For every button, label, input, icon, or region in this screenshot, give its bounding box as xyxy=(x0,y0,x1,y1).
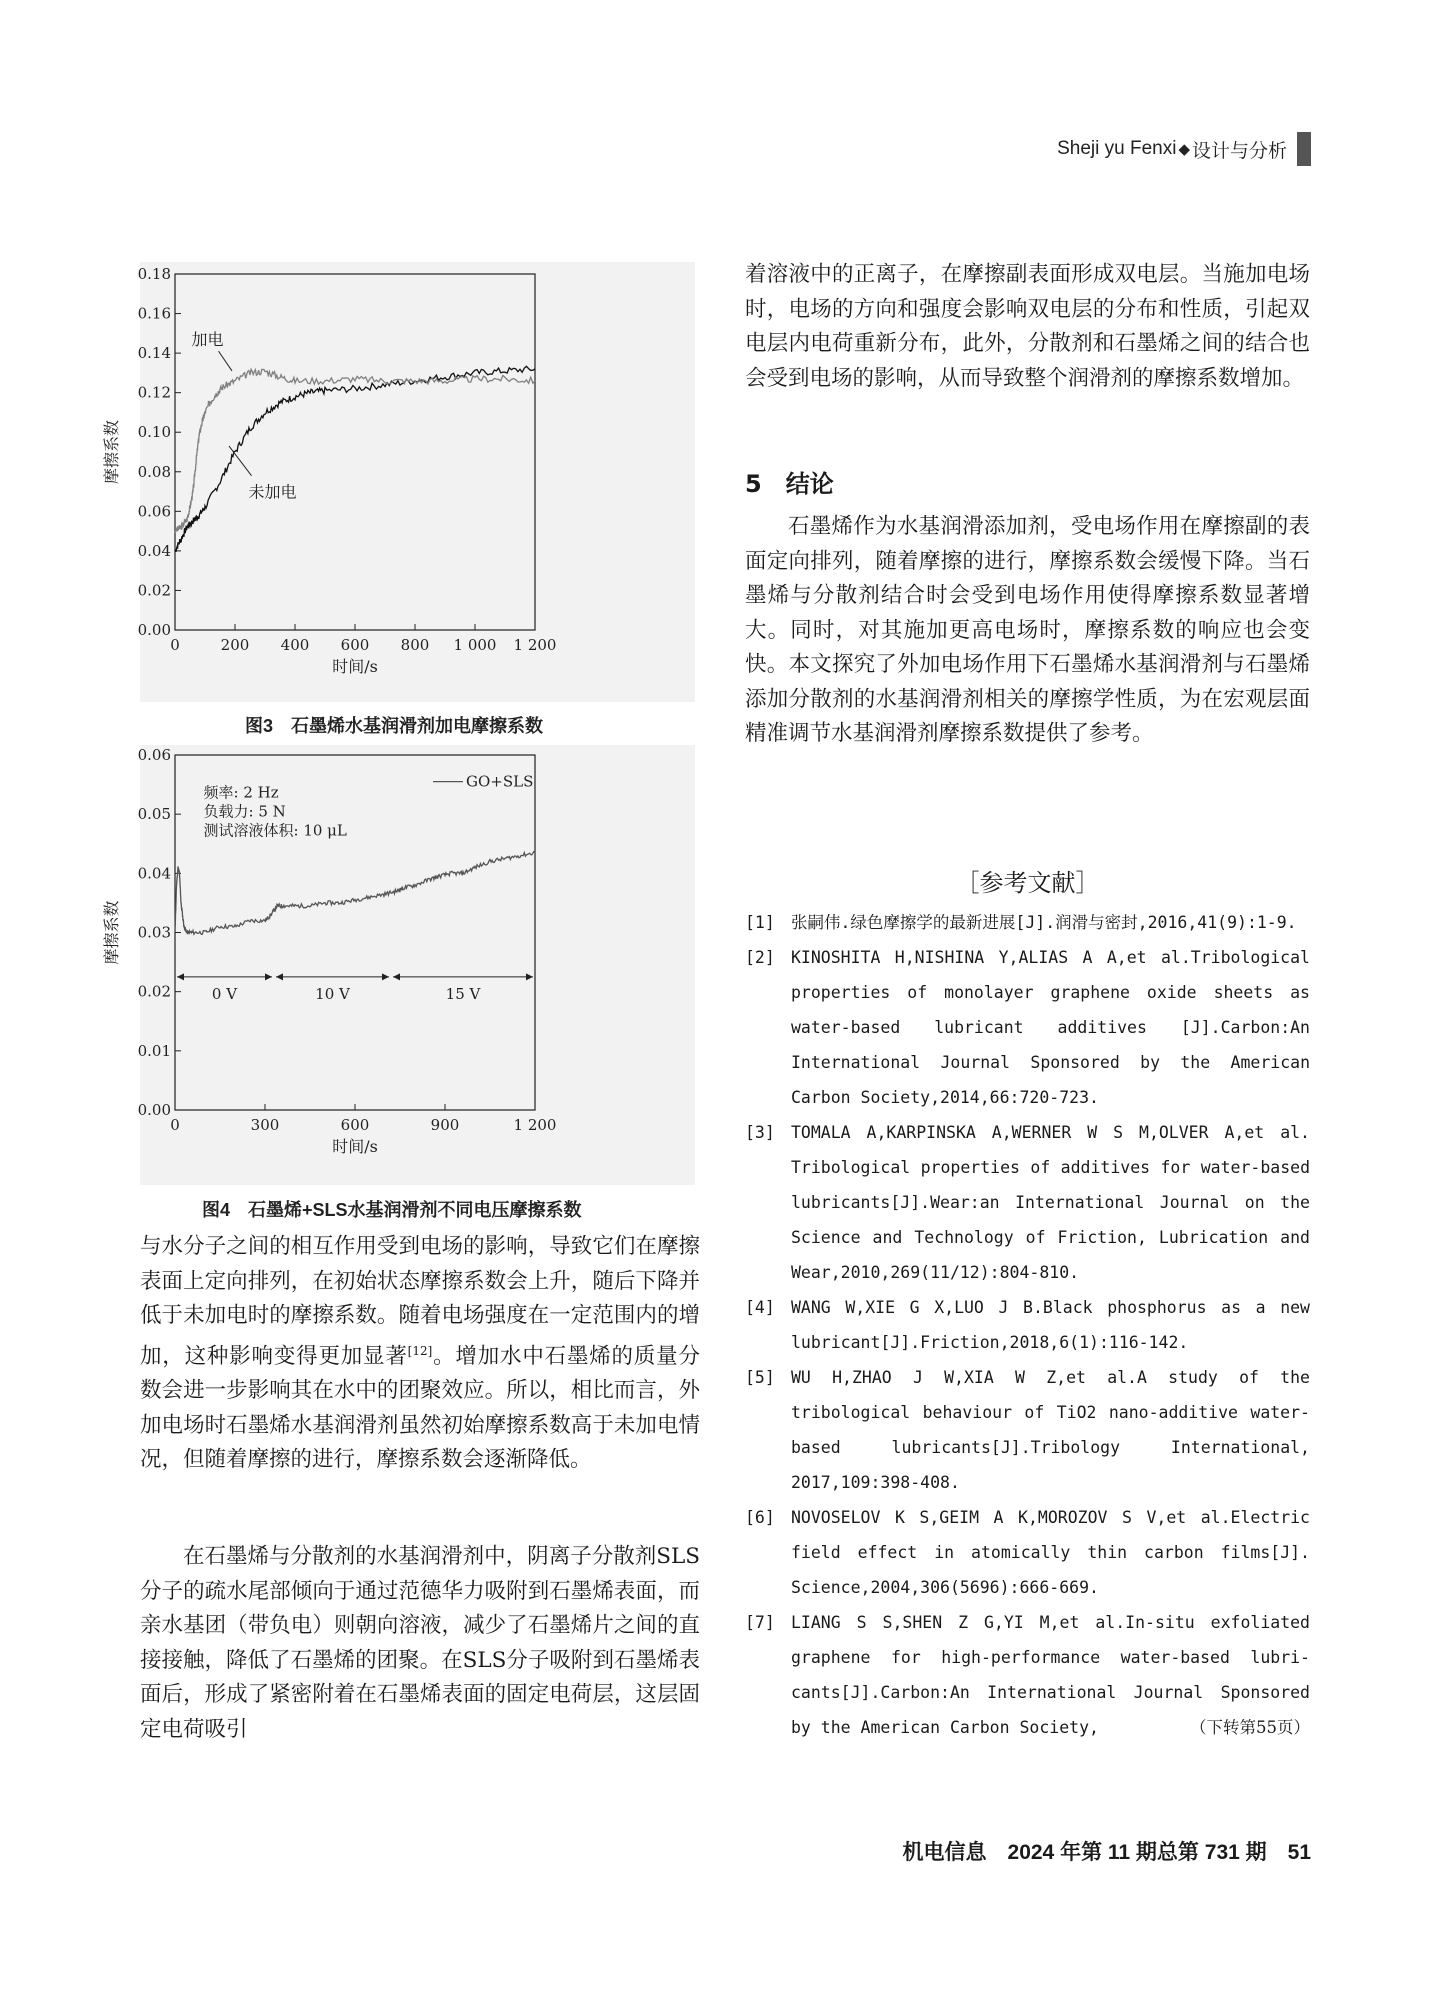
series-powered-label: 加电 xyxy=(191,330,224,350)
header-bar xyxy=(1297,132,1311,166)
x-tick-label: 1 000 xyxy=(453,636,497,654)
arrow-right-icon xyxy=(382,973,389,980)
reference-number: [4] xyxy=(745,1298,775,1317)
figure-3-caption: 图3 石墨烯水基润滑剂加电摩擦系数 xyxy=(245,716,544,736)
y-axis-label: 摩擦系数 xyxy=(102,419,121,485)
y-tick-label: 0.18 xyxy=(137,265,171,283)
citation: [12] xyxy=(407,1343,433,1358)
test-parameter: 测试溶液体积: 10 μL xyxy=(203,821,347,840)
test-parameter: 频率: 2 Hz xyxy=(203,783,279,802)
y-tick-label: 0.01 xyxy=(137,1041,171,1060)
series-powered-line xyxy=(175,369,535,533)
x-tick-label: 1 200 xyxy=(513,1116,557,1134)
legend-label: GO+SLS xyxy=(466,772,534,791)
x-tick-label: 0 xyxy=(170,1116,180,1134)
y-tick-label: 0.16 xyxy=(137,304,171,323)
y-tick-label: 0.14 xyxy=(137,344,171,363)
x-axis-label: 时间/s xyxy=(332,1137,378,1156)
right-paragraph-2: 石墨烯作为水基润滑添加剂，受电场作用在摩擦副的表面定向排列，随着摩擦的进行，摩擦系数会缓慢下降。当石墨烯与分散剂结合时会受到电场作用使得摩擦系数显著增大。同时，对其施加更高电场时，摩擦系数的响应也会变快。本文探究了外加电场作用下石墨烯水基润滑剂与石墨烯添加分散剂的水基润滑剂相关的摩擦学性质，为在宏观层面精准调节水基润滑剂摩擦系数提供了参考。 xyxy=(745,514,1310,746)
y-tick-label: 0.06 xyxy=(137,502,171,521)
y-tick-label: 0.12 xyxy=(137,383,171,402)
figure-3 xyxy=(102,262,695,702)
arrow-right-icon xyxy=(265,973,272,980)
y-tick-label: 0.05 xyxy=(137,805,171,824)
reference-number: [7] xyxy=(745,1613,775,1632)
y-tick-label: 0.00 xyxy=(137,621,171,639)
y-tick-label: 0.02 xyxy=(137,982,171,1001)
reference-text: TOMALA A,KARPINSKA A,WERNER W S M,OLVER A,et al. Tribological properties of additives for water-based lubricants[J].Wear:an International Journal on the Science and Technology of Friction, Lubrication and Wear,2010,269(11/12):804-810. xyxy=(791,1123,1310,1282)
y-axis-label: 摩擦系数 xyxy=(102,900,121,965)
reference-item xyxy=(745,1500,1310,1605)
figure-4-caption: 图4 石墨烯+SLS水基润滑剂不同电压摩擦系数 xyxy=(202,1200,582,1220)
voltage-label: 0 V xyxy=(211,984,238,1003)
figure-4 xyxy=(102,745,695,1185)
reference-text: NOVOSELOV K S,GEIM A K,MOROZOV S V,et al.Electric field effect in atomically thin carbon films[J]. Science,2004,306(5696):666-669. xyxy=(791,1508,1310,1597)
y-tick-label: 0.03 xyxy=(137,923,171,942)
x-axis-label: 时间/s xyxy=(332,657,378,676)
arrow-left-icon xyxy=(276,973,283,980)
series-powered-pointer xyxy=(219,351,233,371)
x-tick-label: 900 xyxy=(430,1116,460,1134)
y-tick-label: 0.02 xyxy=(137,581,171,600)
test-parameter: 负载力: 5 N xyxy=(203,802,286,821)
reference-text: 张嗣伟.绿色摩擦学的最新进展[J].润滑与密封,2016,41(9):1-9. xyxy=(791,913,1297,932)
series-unpowered-label: 未加电 xyxy=(248,482,297,502)
reference-text: WANG W,XIE G X,LUO J B.Black phosphorus as a new lubricant[J].Friction,2018,6(1):116-142. xyxy=(791,1298,1310,1352)
reference-text: WU H,ZHAO J W,XIA W Z,et al.A study of the tribological behaviour of TiO2 nano-additive water-based lubricants[J].Tribology International, 2017,109:398-408. xyxy=(791,1368,1310,1492)
x-tick-label: 200 xyxy=(220,636,250,654)
section-title: 5 结论 xyxy=(745,470,834,498)
continued-note: （下转第55页） xyxy=(1190,1718,1310,1737)
x-tick-label: 800 xyxy=(400,636,430,654)
reference-text: KINOSHITA H,NISHINA Y,ALIAS A A,et al.Tribological properties of monolayer graphene oxide sheets as water-based lubricant additives [J].Carbon:An International Journal Sponsored by the American Carbon Society,2014,66:720-723. xyxy=(791,948,1310,1107)
reference-item xyxy=(745,1115,1310,1290)
x-tick-label: 1 200 xyxy=(513,636,557,654)
x-tick-label: 600 xyxy=(340,1116,370,1134)
reference-number: [5] xyxy=(745,1368,775,1387)
arrow-left-icon xyxy=(393,973,400,980)
references-title: ［参考文献］ xyxy=(955,869,1100,897)
y-tick-label: 0.06 xyxy=(137,746,171,764)
voltage-label: 10 V xyxy=(315,984,350,1003)
y-tick-label: 0.04 xyxy=(137,864,171,883)
figure-3-chart xyxy=(102,262,695,702)
reference-text: LIANG S S,SHEN Z G,YI M,et al.In-situ exfoliated graphene for high-performance water-based lubri-cants[J].Carbon:An International Journal Sponsored by the American Carbon Society, xyxy=(791,1613,1310,1737)
header-pinyin: Sheji yu Fenxi xyxy=(1057,138,1177,159)
reference-number: [6] xyxy=(745,1508,775,1527)
arrow-right-icon xyxy=(526,973,533,980)
diamond-icon: ◆ xyxy=(1178,141,1190,158)
figure-4-chart xyxy=(102,745,695,1185)
arrow-left-icon xyxy=(177,973,184,980)
y-tick-label: 0.08 xyxy=(137,462,171,481)
right-paragraph-1: 着溶液中的正离子，在摩擦副表面形成双电层。当施加电场时，电场的方向和强度会影响双电层的分布和性质，引起双电层内电荷重新分布，此外，分散剂和石墨烯之间的结合也会受到电场的影响，从而导致整个润滑剂的摩擦系数增加。 xyxy=(745,262,1310,391)
reference-item xyxy=(745,1360,1310,1500)
reference-item xyxy=(745,940,1310,1115)
reference-number: [1] xyxy=(745,913,775,932)
reference-item xyxy=(745,1290,1310,1360)
reference-number: [2] xyxy=(745,948,775,967)
x-tick-label: 400 xyxy=(280,636,310,654)
page-footer: 机电信息 2024 年第 11 期总第 731 期 51 xyxy=(902,1841,1311,1864)
x-tick-label: 300 xyxy=(250,1116,280,1134)
plot-frame xyxy=(175,274,535,630)
left-paragraph-2: 在石墨烯与分散剂的水基润滑剂中，阴离子分散剂SLS分子的疏水尾部倾向于通过范德华力吸附到石墨烯表面，而亲水基团（带负电）则朝向溶液，减少了石墨烯片之间的直接接触，降低了石墨烯的团聚。在SLS分子吸附到石墨烯表面后，形成了紧密附着在石墨烯表面的固定电荷层，这层固定电荷吸引 xyxy=(140,1544,700,1742)
voltage-label: 15 V xyxy=(445,984,481,1003)
x-tick-label: 0 xyxy=(170,636,180,654)
left-paragraph-1: 与水分子之间的相互作用受到电场的影响，导致它们在摩擦表面上定向排列，在初始状态摩擦系数会上升，随后下降并低于未加电时的摩擦系数。随着电场强度在一定范围内的增加，这种影响变得更加显著[12]。增加水中石墨烯的质量分数会进一步影响其在水中的团聚效应。所以，相比而言，外加电场时石墨烯水基润滑剂虽然初始摩擦系数高于未加电情况，但随着摩擦的进行，摩擦系数会逐渐降低。 xyxy=(140,1234,700,1473)
x-tick-label: 600 xyxy=(340,636,370,654)
series-unpowered-pointer xyxy=(229,446,252,476)
y-tick-label: 0.00 xyxy=(137,1101,171,1119)
reference-number: [3] xyxy=(745,1123,775,1142)
reference-list xyxy=(745,905,1310,1745)
series-unpowered-line xyxy=(175,366,535,552)
y-tick-label: 0.04 xyxy=(137,541,171,560)
reference-item xyxy=(745,905,1310,940)
running-header xyxy=(1057,132,1311,166)
header-title: 设计与分析 xyxy=(1191,140,1287,162)
series-go-sls-line xyxy=(175,852,535,935)
y-tick-label: 0.10 xyxy=(137,423,171,442)
